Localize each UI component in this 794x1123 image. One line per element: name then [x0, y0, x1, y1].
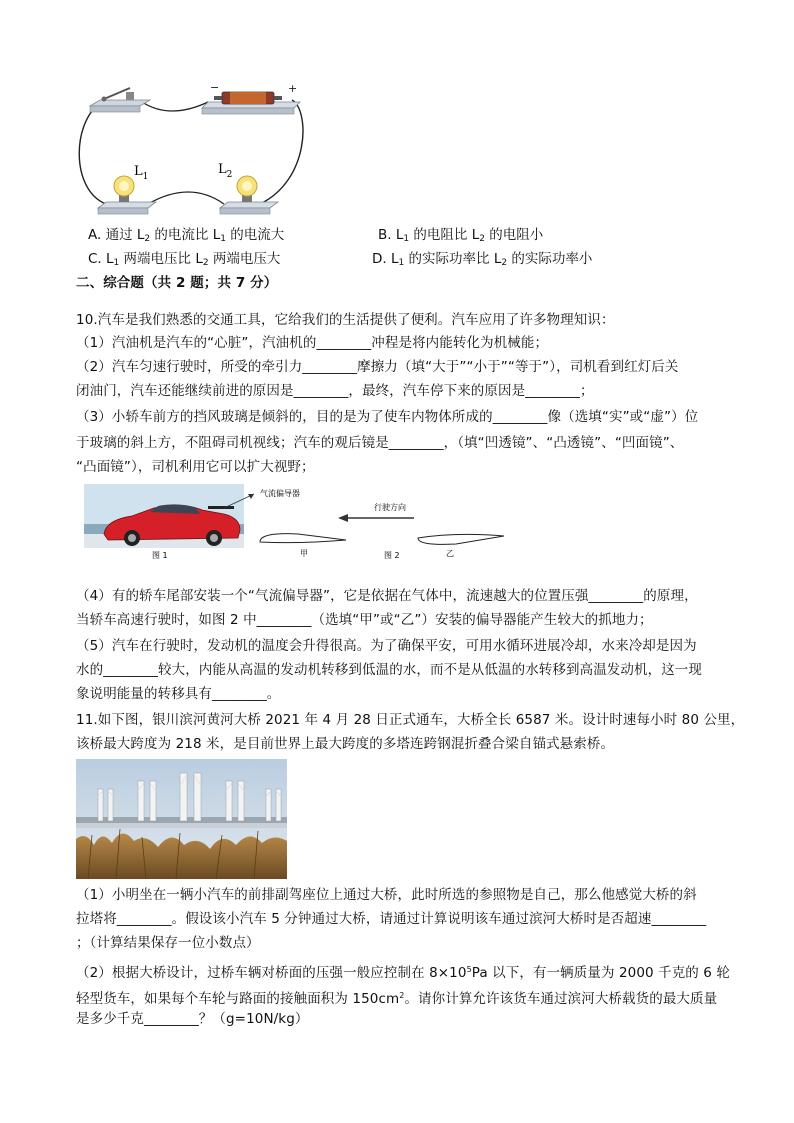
q10-part2-line2: 闭油门，汽车还能继续前进的原因是________，最终，汽车停下来的原因是________；: [76, 383, 594, 399]
q10-part5-line1: （5）汽车在行驶时，发动机的温度会升得很高。为了确保平安，可用水循环进展冷却，水来冷却是因为: [76, 638, 697, 654]
q10-part4-line2: 当轿车高速行驶时，如图 2 中________（选填“甲”或“乙”）安装的偏导器能产生较大的抓地力；: [76, 612, 653, 628]
q11-part1-line1: （1）小明坐在一辆小汽车的前排副驾座位上通过大桥，此时所选的参照物是自己，那么他感觉大桥的斜: [76, 887, 697, 903]
option-a: A. 通过 $L_2$ 的电流比 $L_1$ 的电流大: [88, 227, 285, 244]
label-yi: 乙: [446, 549, 454, 558]
bridge-photo: [76, 759, 287, 879]
direction-label: 行驶方向: [374, 503, 406, 512]
option-c: C. $L_1$ 两端电压比 $L_2$ 两端电压大: [88, 251, 281, 268]
q10-part5-line3: 象说明能量的转移具有________。: [76, 686, 281, 702]
battery: [202, 81, 300, 114]
battery-plus: +: [288, 82, 298, 95]
battery-minus: −: [210, 81, 220, 94]
q11-stem-line2: 该桥最大跨度为 218 米，是目前世界上最大跨度的多塔连跨钢混折叠合梁自锚式悬索桥。: [76, 736, 615, 752]
circuit-diagram: [70, 80, 320, 220]
q10-figure: [84, 484, 544, 562]
label-l1: $L_1$: [134, 164, 149, 182]
q11-part2-line1: （2）根据大桥设计，过桥车辆对桥面的压强一般应控制在 $8\times 10^5Pa$ 以下，有一辆质量为 2000 千克的 6 轮: [76, 965, 730, 981]
q11-part1-line2: 拉塔将________。假设该小汽车 5 分钟通过大桥，请通过计算说明该车通过滨河大桥时是否超速________: [76, 911, 707, 927]
section-title: 二、综合题（共 2 题；共 7 分）: [76, 275, 278, 291]
label-l2: $L_2$: [218, 162, 233, 180]
q10-part3-line2: 于玻璃的斜上方，不阻碍司机视线；汽车的观后镜是________，（填“凹透镜”、“凸透镜”、“凹面镜”、: [76, 435, 684, 451]
switch: [90, 88, 150, 112]
q10-part4-line1: （4）有的轿车尾部安装一个“气流偏导器”，它是依据在气体中，流速越大的位置压强________的原理，: [76, 588, 698, 604]
q11-part2-line3: 是多少千克________？（g=10N/kg）: [76, 1011, 309, 1027]
q10-part5-line2: 水的________较大，内能从高温的发动机转移到低温的水，而不是从低温的水转移到高温发动机，这一现: [76, 662, 702, 678]
label-jia: 甲: [300, 549, 308, 558]
q10-part2-line1: （2）汽车匀速行驶时，所受的牵引力________摩擦力（填“大于”“小于”“等于”），司机看到红灯后关: [76, 359, 679, 375]
q10-part3-line1: （3）小轿车前方的挡风玻璃是倾斜的，目的是为了使车内物体所成的________像（选填“实”或“虚”）位: [76, 409, 699, 425]
q11-part2-line2: 轻型货车，如果每个车轮与路面的接触面积为 $150cm^2$。请你计算允许该货车通过滨河大桥载货的最大质量: [76, 991, 718, 1007]
q11-stem-line1: 11.如下图，银川滨河黄河大桥 2021 年 4 月 28 日正式通车，大桥全长 6587 米。设计时速每小时 80 公里，: [76, 712, 745, 728]
car-photo: [84, 484, 244, 560]
q10-stem: 10.汽车是我们熟悉的交通工具，它给我们的生活提供了便利。汽车应用了许多物理知识：: [76, 312, 615, 328]
bulb-l2: [220, 176, 278, 214]
q11-part1-line3: ；（计算结果保存一位小数点）: [76, 935, 260, 951]
option-d: D. $L_1$ 的实际功率比 $L_2$ 的实际功率小: [372, 251, 593, 268]
air-guide-label: 气流偏导器: [260, 489, 300, 498]
spoiler-yi: [418, 534, 504, 544]
spoiler-jia: [260, 534, 346, 543]
q10-part1: （1）汽油机是汽车的“心脏”，汽油机的________冲程是将内能转化为机械能；: [76, 335, 549, 351]
q10-part3-line3: “凸面镜”），司机利用它可以扩大视野；: [76, 459, 315, 475]
fig1-caption: 图 1: [152, 551, 168, 560]
option-b: B. $L_1$ 的电阻比 $L_2$ 的电阻小: [378, 227, 544, 244]
fig2-caption: 图 2: [384, 551, 400, 560]
